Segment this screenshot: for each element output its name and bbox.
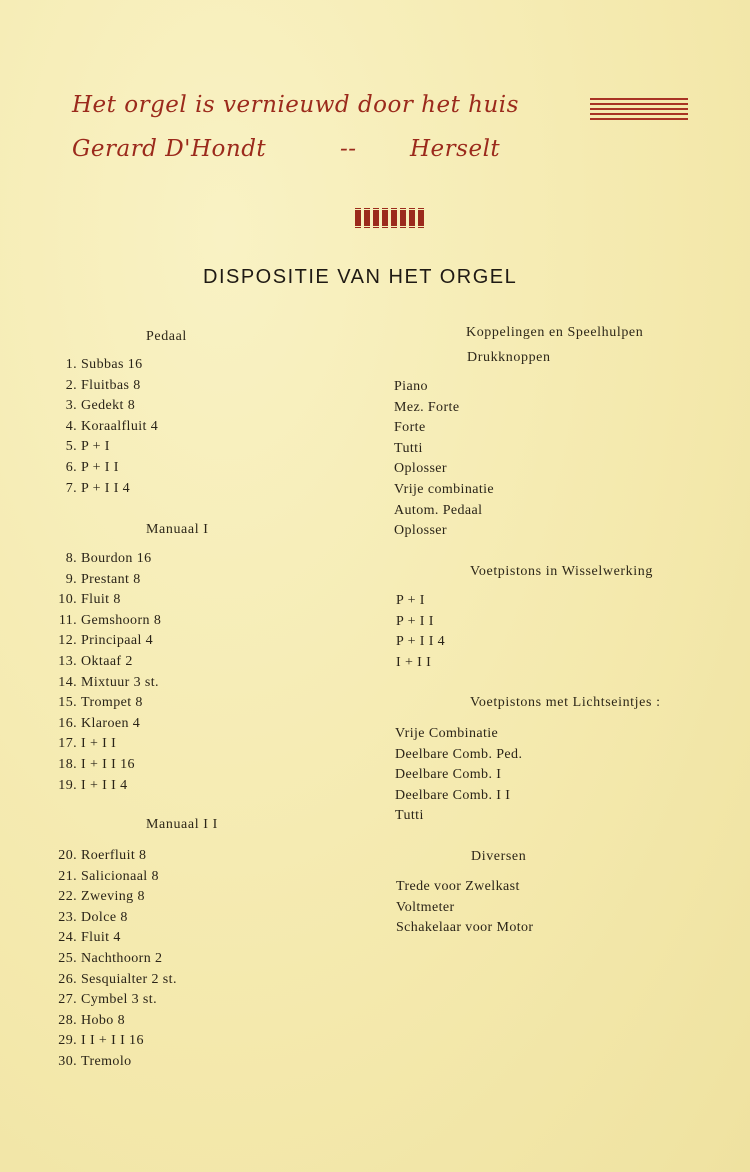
stop-name: Dolce 8 [81,909,128,925]
list-item: P + I [396,593,425,608]
stop-name: P + I I [81,459,119,475]
stop-number: 21. [58,868,77,884]
stop-name: Principaal 4 [81,633,154,649]
stop-item [50,776,161,797]
stop-name: I + I I 16 [81,756,135,772]
stop-item [50,396,158,417]
list-item: Mez. Forte [394,399,460,415]
stop-item [50,846,177,867]
stop-item [50,928,177,949]
stop-number: 19. [58,777,77,793]
header-line-1: Het orgel is vernieuwd door het huis [72,92,519,118]
stop-item [50,908,177,929]
stop-number: 13. [58,653,77,669]
heading-drukknoppen: Drukknoppen [467,350,551,365]
stop-number: 30. [58,1053,77,1069]
stop-item [50,611,161,632]
stop-item [50,1052,177,1073]
stop-item [50,549,161,570]
stop-number: 12. [58,633,77,649]
list-item: Autom. Pedaal [394,502,483,518]
stop-number: 1. [65,357,77,372]
list-item: Piano [394,379,428,394]
stop-number: 18. [58,756,77,772]
stop-name: Zweving 8 [81,889,145,905]
stop-number: 25. [58,950,77,966]
stop-number: 11. [58,612,77,628]
stop-number: 7. [65,480,77,496]
stop-item [50,1031,177,1052]
ornament [355,207,424,229]
stop-number: 3. [65,398,77,414]
stop-number: 8. [65,551,77,566]
stop-name: Gemshoorn 8 [81,612,162,628]
stop-name: Fluitbas 8 [81,377,141,393]
stop-name: I + I I [81,736,117,752]
stop-number: 2. [65,377,77,393]
stop-item [50,867,177,888]
list-item: Tutti [395,808,424,824]
list-item: Voltmeter [396,899,455,915]
stop-number: 22. [58,889,77,905]
heading-manuaal-1: Manuaal I [146,522,209,537]
stop-item [50,652,161,673]
stop-name: Fluit 8 [81,592,121,608]
stop-item [50,479,158,500]
stop-item [50,755,161,776]
stop-item [50,590,161,611]
stop-name: Klaroen 4 [81,715,141,731]
stop-number: 29. [58,1033,77,1049]
stop-item [50,734,161,755]
stop-number: 14. [58,674,77,690]
stop-name: Fluit 4 [81,930,121,946]
list-item: Oplosser [394,523,447,539]
list-item: Schakelaar voor Motor [396,920,534,936]
builder-name: Gerard D'Hondt [72,136,267,162]
stop-item [50,673,161,694]
stop-name: I + I I 4 [81,777,128,793]
heading-manuaal-2: Manuaal I I [146,817,218,832]
stop-number: 5. [65,439,77,455]
list-item: Vrije combinatie [394,481,495,497]
stop-number: 10. [58,592,77,608]
list-manuaal-1 [50,549,161,796]
stop-item [50,949,177,970]
stop-item [50,570,161,591]
stop-name: Gedekt 8 [81,398,136,414]
stop-item [50,970,177,991]
heading-wisselwerking: Voetpistons in Wisselwerking [470,564,653,579]
stop-name: Mixtuur 3 st. [81,674,159,690]
stop-number: 20. [58,848,77,863]
stop-name: Roerfluit 8 [81,848,147,863]
stop-item [50,355,158,376]
list-item: Forte [394,420,426,436]
stop-name: P + I I 4 [81,480,131,496]
list-pedaal [50,355,158,499]
decorative-rule [590,98,688,123]
stop-name: Oktaaf 2 [81,653,133,669]
stop-name: Trompet 8 [81,695,143,711]
stop-name: Sesquialter 2 st. [81,971,177,987]
stop-name: P + I [81,439,110,455]
stop-name: Subbas 16 [81,357,143,372]
list-item: Deelbare Comb. I I [395,787,511,803]
stop-number: 9. [65,571,77,587]
stop-item [50,631,161,652]
stop-number: 16. [58,715,77,731]
list-item: Deelbare Comb. I [395,767,502,783]
stop-name: Salicionaal 8 [81,868,159,884]
list-item: P + I I [396,613,434,629]
list-diversen [396,877,533,939]
stop-name: Nachthoorn 2 [81,950,163,966]
stop-name: Bourdon 16 [81,551,152,566]
stop-number: 24. [58,930,77,946]
list-item: Tutti [394,440,423,456]
list-item: I + I I [396,654,432,670]
list-item: Trede voor Zwelkast [396,879,520,894]
header-dash: -- [340,136,357,162]
heading-diversen: Diversen [471,849,527,864]
stop-number: 17. [58,736,77,752]
stop-number: 27. [58,992,77,1008]
stop-number: 26. [58,971,77,987]
list-drukknoppen [394,377,494,542]
page-title: DISPOSITIE VAN HET ORGEL [203,266,518,288]
list-wisselwerking [396,591,445,673]
heading-lichtseintjes: Voetpistons met Lichtseintjes : [470,695,661,710]
stop-item [50,990,177,1011]
stop-item [50,417,158,438]
stop-name: I I + I I 16 [81,1033,144,1049]
stop-name: Tremolo [81,1053,132,1069]
stop-item [50,714,161,735]
list-item: Vrije Combinatie [395,726,499,741]
stop-number: 23. [58,909,77,925]
list-item: Deelbare Comb. Ped. [395,746,523,762]
stop-number: 28. [58,1012,77,1028]
stop-item [50,376,158,397]
list-item: Oplosser [394,461,447,477]
stop-item [50,1011,177,1032]
builder-place: Herselt [410,136,501,162]
stop-name: Hobo 8 [81,1012,126,1028]
stop-item [50,887,177,908]
stop-name: Koraalfluit 4 [81,418,159,434]
list-lichtseintjes [395,724,522,827]
stop-number: 4. [65,418,77,434]
heading-koppelingen: Koppelingen en Speelhulpen [466,325,644,340]
stop-name: Prestant 8 [81,571,141,587]
stop-number: 15. [58,695,77,711]
stop-item [50,437,158,458]
stop-number: 6. [65,459,77,475]
heading-pedaal: Pedaal [146,329,187,344]
list-manuaal-2 [50,846,177,1073]
stop-name: Cymbel 3 st. [81,992,157,1008]
stop-item [50,458,158,479]
list-item: P + I I 4 [396,634,446,650]
stop-item [50,693,161,714]
